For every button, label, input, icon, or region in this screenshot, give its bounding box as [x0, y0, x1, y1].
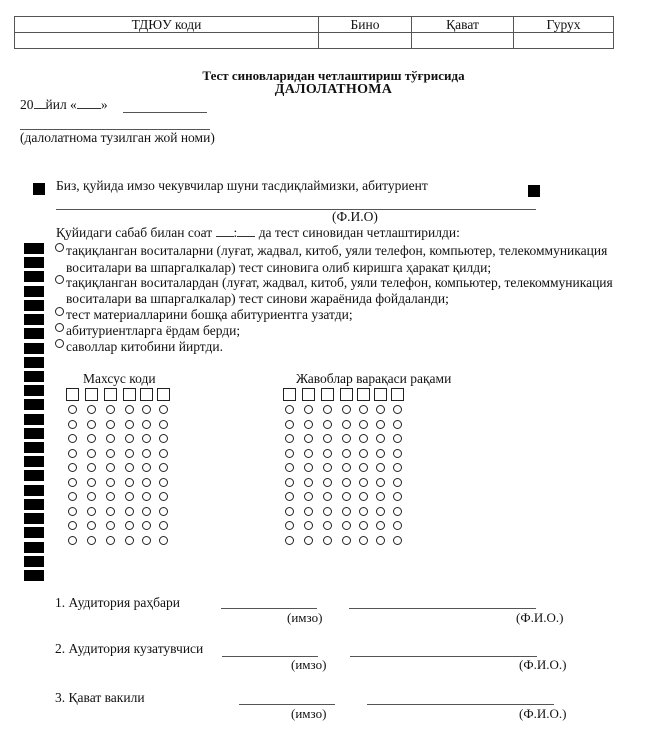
anchor-mark-right: [528, 185, 540, 197]
signature-1-sign-field[interactable]: [221, 608, 317, 609]
timing-mark: [24, 385, 44, 396]
answer-bubble[interactable]: [285, 536, 294, 545]
digit-box[interactable]: [123, 388, 136, 401]
value-row: [15, 33, 614, 49]
digit-box[interactable]: [157, 388, 170, 401]
answer-bubble[interactable]: [323, 434, 332, 443]
answer-bubble[interactable]: [285, 492, 294, 501]
reason-2-line2: воситалари ва шпаргалкалар) тест синови жараёнида фойдаланди;: [66, 291, 449, 306]
applicant-name-field[interactable]: [56, 209, 536, 210]
answer-bubble[interactable]: [342, 536, 351, 545]
answer-bubble[interactable]: [159, 492, 168, 501]
answer-bubble[interactable]: [159, 463, 168, 472]
answer-bubble[interactable]: [323, 478, 332, 487]
answer-bubble[interactable]: [323, 463, 332, 472]
answer-bubble[interactable]: [142, 521, 151, 530]
answer-bubble[interactable]: [393, 507, 402, 516]
answer-bubble[interactable]: [159, 521, 168, 530]
floor-field[interactable]: [412, 33, 514, 49]
answer-bubble[interactable]: [323, 405, 332, 414]
special-code-label: Махсус коди: [83, 371, 156, 386]
answer-bubble[interactable]: [323, 449, 332, 458]
answer-bubble[interactable]: [285, 434, 294, 443]
reason-option-4[interactable]: [55, 323, 64, 332]
answer-bubble[interactable]: [323, 521, 332, 530]
date-line: [20, 97, 108, 113]
answer-bubble[interactable]: [342, 463, 351, 472]
timing-mark: [24, 414, 44, 425]
digit-box[interactable]: [66, 388, 79, 401]
answer-bubble[interactable]: [125, 478, 134, 487]
statement-text: Биз, қуйида имзо чекувчилар шуни тасдиқлаймизки, абитуриент: [56, 178, 428, 193]
answer-bubble[interactable]: [68, 492, 77, 501]
col-floor: Қават: [412, 17, 514, 33]
answer-bubble[interactable]: [106, 492, 115, 501]
answer-bubble[interactable]: [159, 434, 168, 443]
digit-box[interactable]: [104, 388, 117, 401]
reason-4-text: абитуриентларга ёрдам берди;: [66, 323, 241, 338]
signature-2-name-caption: (Ф.И.О.): [519, 657, 567, 672]
timing-mark: [24, 556, 44, 567]
answer-bubble[interactable]: [376, 405, 385, 414]
answer-bubble[interactable]: [87, 536, 96, 545]
time-colon: :: [233, 225, 238, 240]
answer-bubble[interactable]: [285, 405, 294, 414]
timing-mark: [24, 300, 44, 311]
answer-bubble[interactable]: [393, 463, 402, 472]
answer-bubble[interactable]: [342, 478, 351, 487]
answer-bubble[interactable]: [323, 492, 332, 501]
digit-box[interactable]: [391, 388, 404, 401]
year-field[interactable]: [34, 97, 46, 109]
timing-mark: [24, 499, 44, 510]
timing-mark: [24, 371, 44, 382]
signature-3-label: 3. Қават вакили: [55, 690, 145, 705]
answer-bubble[interactable]: [87, 521, 96, 530]
reason-prefix: Қуйидаги сабаб билан соат: [56, 225, 213, 240]
answer-bubble[interactable]: [359, 405, 368, 414]
reason-suffix: да тест синовидан четлаштирилди:: [258, 225, 460, 240]
answer-bubble[interactable]: [106, 405, 115, 414]
building-field[interactable]: [319, 33, 412, 49]
answer-bubble[interactable]: [159, 478, 168, 487]
answer-bubble[interactable]: [323, 420, 332, 429]
answer-bubble[interactable]: [376, 492, 385, 501]
digit-box[interactable]: [321, 388, 334, 401]
answer-bubble[interactable]: [285, 521, 294, 530]
reason-3-text: тест материалларини бошқа абитуриентга узатди;: [66, 307, 353, 322]
answer-bubble[interactable]: [376, 463, 385, 472]
answer-bubble[interactable]: [285, 463, 294, 472]
signature-3-sign-field[interactable]: [239, 704, 335, 705]
answer-bubble[interactable]: [125, 449, 134, 458]
timing-mark: [24, 271, 44, 282]
timing-mark: [24, 527, 44, 538]
timing-mark: [24, 428, 44, 439]
col-tdyu-code: ТДЮУ коди: [15, 17, 319, 33]
col-building: Бино: [319, 17, 412, 33]
answer-bubble[interactable]: [87, 492, 96, 501]
digit-box[interactable]: [85, 388, 98, 401]
reason-option-5[interactable]: [55, 339, 64, 348]
answer-bubble[interactable]: [68, 521, 77, 530]
reason-option-1[interactable]: [55, 243, 64, 252]
answer-bubble[interactable]: [87, 434, 96, 443]
answer-bubble[interactable]: [376, 420, 385, 429]
reason-option-2[interactable]: [55, 275, 64, 284]
answer-bubble[interactable]: [142, 507, 151, 516]
answer-bubble[interactable]: [342, 521, 351, 530]
answer-bubble[interactable]: [106, 463, 115, 472]
timing-mark: [24, 243, 44, 254]
answer-bubble[interactable]: [285, 449, 294, 458]
day-field[interactable]: [77, 97, 101, 109]
answer-bubble[interactable]: [359, 492, 368, 501]
answer-bubble[interactable]: [68, 478, 77, 487]
timing-mark: [24, 286, 44, 297]
answer-bubble[interactable]: [106, 449, 115, 458]
answer-bubble[interactable]: [159, 507, 168, 516]
answer-bubble[interactable]: [106, 434, 115, 443]
answer-bubble[interactable]: [304, 478, 313, 487]
reason-intro: [56, 225, 460, 241]
answer-bubble[interactable]: [142, 478, 151, 487]
answer-bubble[interactable]: [393, 434, 402, 443]
answer-bubble[interactable]: [393, 521, 402, 530]
answer-bubble[interactable]: [393, 449, 402, 458]
timing-mark: [24, 442, 44, 453]
answer-bubble[interactable]: [342, 434, 351, 443]
fio-caption: (Ф.И.О): [332, 209, 378, 224]
header-table: [14, 16, 614, 49]
timing-mark: [24, 257, 44, 268]
answer-bubble[interactable]: [142, 536, 151, 545]
answer-bubble[interactable]: [304, 492, 313, 501]
year-prefix: 20: [20, 97, 34, 112]
answer-bubble[interactable]: [106, 521, 115, 530]
answer-bubble[interactable]: [285, 420, 294, 429]
answer-bubble[interactable]: [142, 449, 151, 458]
answer-bubble[interactable]: [304, 507, 313, 516]
answer-bubble[interactable]: [393, 420, 402, 429]
answer-bubble[interactable]: [376, 478, 385, 487]
timing-mark: [24, 357, 44, 368]
timing-mark: [24, 485, 44, 496]
col-group: Гурух: [514, 17, 614, 33]
reason-2-line1: тақиқланган воситалардан (луғат, жадвал, китоб, уяли телефон, компьютер, телекоммуникация: [66, 275, 613, 290]
tdyu-code-field[interactable]: [15, 33, 319, 49]
timing-mark: [24, 513, 44, 524]
group-field[interactable]: [514, 33, 614, 49]
signature-2-name-field[interactable]: [350, 656, 537, 657]
answer-bubble[interactable]: [87, 405, 96, 414]
digit-box[interactable]: [140, 388, 153, 401]
document-subtitle: Тест синовларидан четлаштириш тўғрисида: [202, 68, 465, 83]
timing-mark: [24, 328, 44, 339]
digit-box[interactable]: [302, 388, 315, 401]
answer-bubble[interactable]: [359, 434, 368, 443]
answer-bubble[interactable]: [359, 449, 368, 458]
answer-bubble[interactable]: [159, 536, 168, 545]
answer-bubble[interactable]: [142, 492, 151, 501]
answer-bubble[interactable]: [304, 449, 313, 458]
signature-2-sign-caption: (имзо): [291, 657, 327, 672]
answer-bubble[interactable]: [125, 521, 134, 530]
answer-bubble[interactable]: [125, 492, 134, 501]
answer-bubble[interactable]: [359, 536, 368, 545]
answer-bubble[interactable]: [393, 492, 402, 501]
reason-1-line1: тақиқланган воситаларни (луғат, жадвал, китоб, уяли телефон, компьютер, телекоммуникация: [66, 243, 608, 258]
answer-bubble[interactable]: [304, 521, 313, 530]
answer-bubble[interactable]: [359, 420, 368, 429]
signature-3-name-caption: (Ф.И.О.): [519, 706, 567, 721]
answer-bubble[interactable]: [68, 405, 77, 414]
answer-bubble[interactable]: [125, 507, 134, 516]
answer-bubble[interactable]: [323, 536, 332, 545]
digit-box[interactable]: [357, 388, 370, 401]
answer-bubble[interactable]: [342, 449, 351, 458]
signature-1-sign-caption: (имзо): [287, 610, 323, 625]
signature-1-label: 1. Аудитория раҳбари: [55, 595, 180, 610]
answer-bubble[interactable]: [87, 507, 96, 516]
answer-bubble[interactable]: [376, 521, 385, 530]
answer-sheet-label: Жавоблар варақаси рақами: [296, 371, 452, 386]
answer-bubble[interactable]: [323, 507, 332, 516]
answer-bubble[interactable]: [304, 434, 313, 443]
answer-bubble[interactable]: [285, 507, 294, 516]
answer-bubble[interactable]: [87, 420, 96, 429]
answer-bubble[interactable]: [285, 478, 294, 487]
answer-bubble[interactable]: [304, 420, 313, 429]
answer-bubble[interactable]: [125, 463, 134, 472]
answer-bubble[interactable]: [393, 478, 402, 487]
answer-bubble[interactable]: [87, 478, 96, 487]
answer-bubble[interactable]: [342, 507, 351, 516]
answer-bubble[interactable]: [376, 449, 385, 458]
answer-bubble[interactable]: [159, 405, 168, 414]
answer-bubble[interactable]: [142, 434, 151, 443]
document-title: ДАЛОЛАТНОМА: [274, 82, 393, 97]
answer-bubble[interactable]: [359, 478, 368, 487]
answer-bubble[interactable]: [87, 449, 96, 458]
answer-bubble[interactable]: [304, 405, 313, 414]
answer-bubble[interactable]: [68, 434, 77, 443]
answer-bubble[interactable]: [376, 536, 385, 545]
answer-bubble[interactable]: [68, 507, 77, 516]
minute-field[interactable]: [237, 225, 255, 237]
timing-mark: [24, 456, 44, 467]
answer-bubble[interactable]: [393, 405, 402, 414]
timing-mark: [24, 542, 44, 553]
digit-box[interactable]: [283, 388, 296, 401]
answer-bubble[interactable]: [359, 463, 368, 472]
answer-bubble[interactable]: [125, 420, 134, 429]
answer-bubble[interactable]: [159, 449, 168, 458]
answer-bubble[interactable]: [68, 420, 77, 429]
signature-3-name-field[interactable]: [367, 704, 554, 705]
answer-bubble[interactable]: [68, 536, 77, 545]
answer-bubble[interactable]: [376, 434, 385, 443]
close-quote: »: [100, 97, 108, 112]
timing-mark: [24, 570, 44, 581]
answer-bubble[interactable]: [342, 405, 351, 414]
answer-bubble[interactable]: [142, 420, 151, 429]
answer-bubble[interactable]: [125, 405, 134, 414]
timing-mark: [24, 343, 44, 354]
answer-bubble[interactable]: [304, 463, 313, 472]
answer-bubble[interactable]: [359, 521, 368, 530]
reason-option-3[interactable]: [55, 307, 64, 316]
answer-bubble[interactable]: [106, 420, 115, 429]
reason-1-line2: воситалари ва шпаргалкалар) тест синовига олиб киришга ҳаракат қилди;: [66, 260, 492, 275]
timing-mark: [24, 470, 44, 481]
header-row: [15, 17, 614, 33]
answer-bubble[interactable]: [342, 420, 351, 429]
answer-bubble[interactable]: [68, 449, 77, 458]
place-caption: (далолатнома тузилган жой номи): [20, 130, 215, 145]
signature-3-sign-caption: (имзо): [291, 706, 327, 721]
signature-1-name-field[interactable]: [349, 608, 536, 609]
digit-box[interactable]: [374, 388, 387, 401]
timing-mark: [24, 314, 44, 325]
anchor-mark-left: [33, 183, 45, 195]
year-word: йил «: [45, 97, 77, 112]
answer-bubble[interactable]: [125, 536, 134, 545]
answer-bubble[interactable]: [142, 405, 151, 414]
hour-field[interactable]: [216, 225, 234, 237]
answer-bubble[interactable]: [125, 434, 134, 443]
answer-bubble[interactable]: [106, 536, 115, 545]
digit-box[interactable]: [340, 388, 353, 401]
answer-bubble[interactable]: [106, 507, 115, 516]
answer-bubble[interactable]: [393, 536, 402, 545]
reason-5-text: саволлар китобини йиртди.: [66, 339, 223, 354]
timing-mark: [24, 399, 44, 410]
signature-1-name-caption: (Ф.И.О.): [516, 610, 564, 625]
answer-bubble[interactable]: [376, 507, 385, 516]
answer-bubble[interactable]: [304, 536, 313, 545]
answer-bubble[interactable]: [342, 492, 351, 501]
answer-bubble[interactable]: [87, 463, 96, 472]
answer-bubble[interactable]: [68, 463, 77, 472]
month-field[interactable]: [123, 112, 207, 113]
answer-bubble[interactable]: [142, 463, 151, 472]
answer-bubble[interactable]: [359, 507, 368, 516]
signature-2-label: 2. Аудитория кузатувчиси: [55, 641, 204, 656]
answer-bubble[interactable]: [106, 478, 115, 487]
answer-bubble[interactable]: [159, 420, 168, 429]
